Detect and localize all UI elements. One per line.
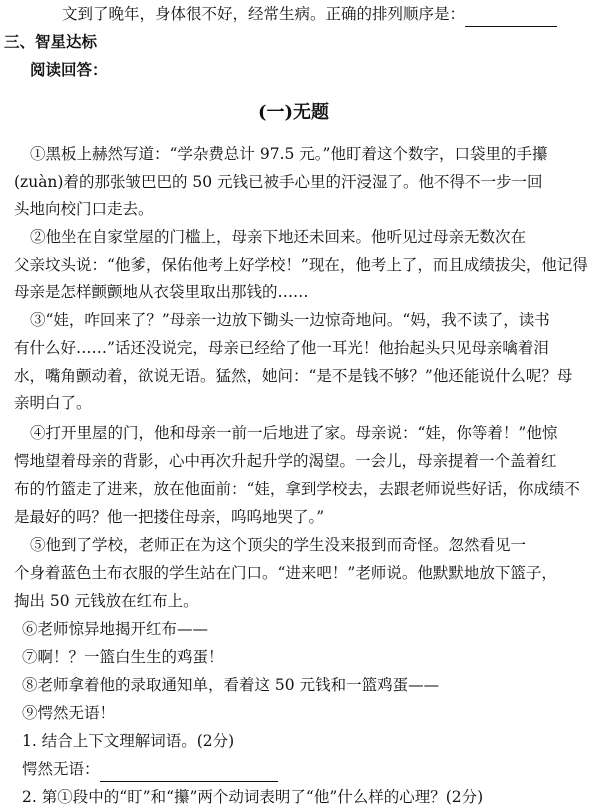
paragraph-4-line-4: 是最好的吗？他一把搂住母亲，呜呜地哭了。”: [14, 508, 325, 526]
paragraph-1-line-3: 头地向校门口走去。: [14, 200, 154, 218]
paragraph-2-line-2: 父亲坟头说：“他爹，保佑他考上好学校！”现在，他考上了，而且成绩拔尖，他记得: [14, 256, 588, 274]
paragraph-1-line-2: (zuàn)着的那张皱巴巴的 50 元钱已被手心里的汗浸湿了。他不得不一步一回: [14, 173, 543, 191]
paragraph-4-line-3: 布的竹篮走了进来，放在他面前：“娃，拿到学校去，去跟老师说些好话，你成绩不: [14, 480, 580, 498]
previous-question-text: 文到了晚年，身体很不好，经常生病。正确的排列顺序是：: [62, 5, 466, 23]
answer-blank-q1[interactable]: [100, 781, 278, 782]
paragraph-3-line-2: 有什么好……”话还没说完，母亲已经给了他一耳光！他抬起头只见母亲噙着泪: [14, 339, 549, 357]
paragraph-2-line-1: ②他坐在自家堂屋的门槛上，母亲下地还未回来。他听见过母亲无数次在: [30, 228, 527, 246]
previous-question-line: [62, 2, 557, 27]
answer-blank-order[interactable]: [465, 26, 557, 27]
question-1-term: 愕然无语：: [22, 760, 100, 778]
paragraph-1-line-1: ①黑板上赫然写道：“学杂费总计 97.5 元。”他盯着这个数字，口袋里的手攥: [30, 145, 548, 163]
paragraph-5-line-3: 掏出 50 元钱放在红布上。: [14, 592, 199, 610]
paragraph-3-line-1: ③“娃，咋回来了？”母亲一边放下锄头一边惊奇地问。“妈，我不读了，读书: [30, 311, 550, 329]
paragraph-8: ⑧老师拿着他的录取通知单，看着这 50 元钱和一篮鸡蛋——: [22, 676, 440, 694]
paragraph-2-line-3: 母亲是怎样颤颤地从衣袋里取出那钱的……: [14, 283, 309, 301]
reading-instruction: 阅读回答：: [30, 61, 108, 79]
question-1: 1. 结合上下文理解词语。(2分): [22, 732, 235, 750]
paragraph-6: ⑥老师惊异地揭开红布——: [22, 620, 209, 638]
paragraph-5-line-2: 个身着蓝色土布衣服的学生站在门口。“进来吧！”老师说。他默默地放下篮子，: [14, 564, 557, 582]
paragraph-9: ⑨愕然无语！: [22, 704, 116, 722]
paragraph-5-line-1: ⑤他到了学校，老师正在为这个顶尖的学生没来报到而奇怪。忽然看见一: [30, 536, 527, 554]
section-heading: 三、智星达标: [4, 33, 98, 51]
paragraph-3-line-3: 水，嘴角颤动着，欲说无语。猛然，她问：“是不是钱不够？”他还能说什么呢？母: [14, 367, 573, 385]
paragraph-3-line-4: 亲明白了。: [14, 394, 92, 412]
paragraph-4-line-1: ④打开里屋的门，他和母亲一前一后地进了家。母亲说：“娃，你等着！”他惊: [30, 424, 558, 442]
paragraph-7: ⑦啊！？一篮白生生的鸡蛋！: [22, 648, 224, 666]
passage-title: (一)无题: [258, 102, 330, 123]
question-2: 2. 第①段中的“盯”和“攥”两个动词表明了“他”什么样的心理？(2分): [22, 788, 484, 806]
paragraph-4-line-2: 愕地望着母亲的背影，心中再次升起升学的渴望。一会儿，母亲提着一个盖着红: [14, 452, 557, 470]
question-1-answer-line: [22, 757, 278, 782]
